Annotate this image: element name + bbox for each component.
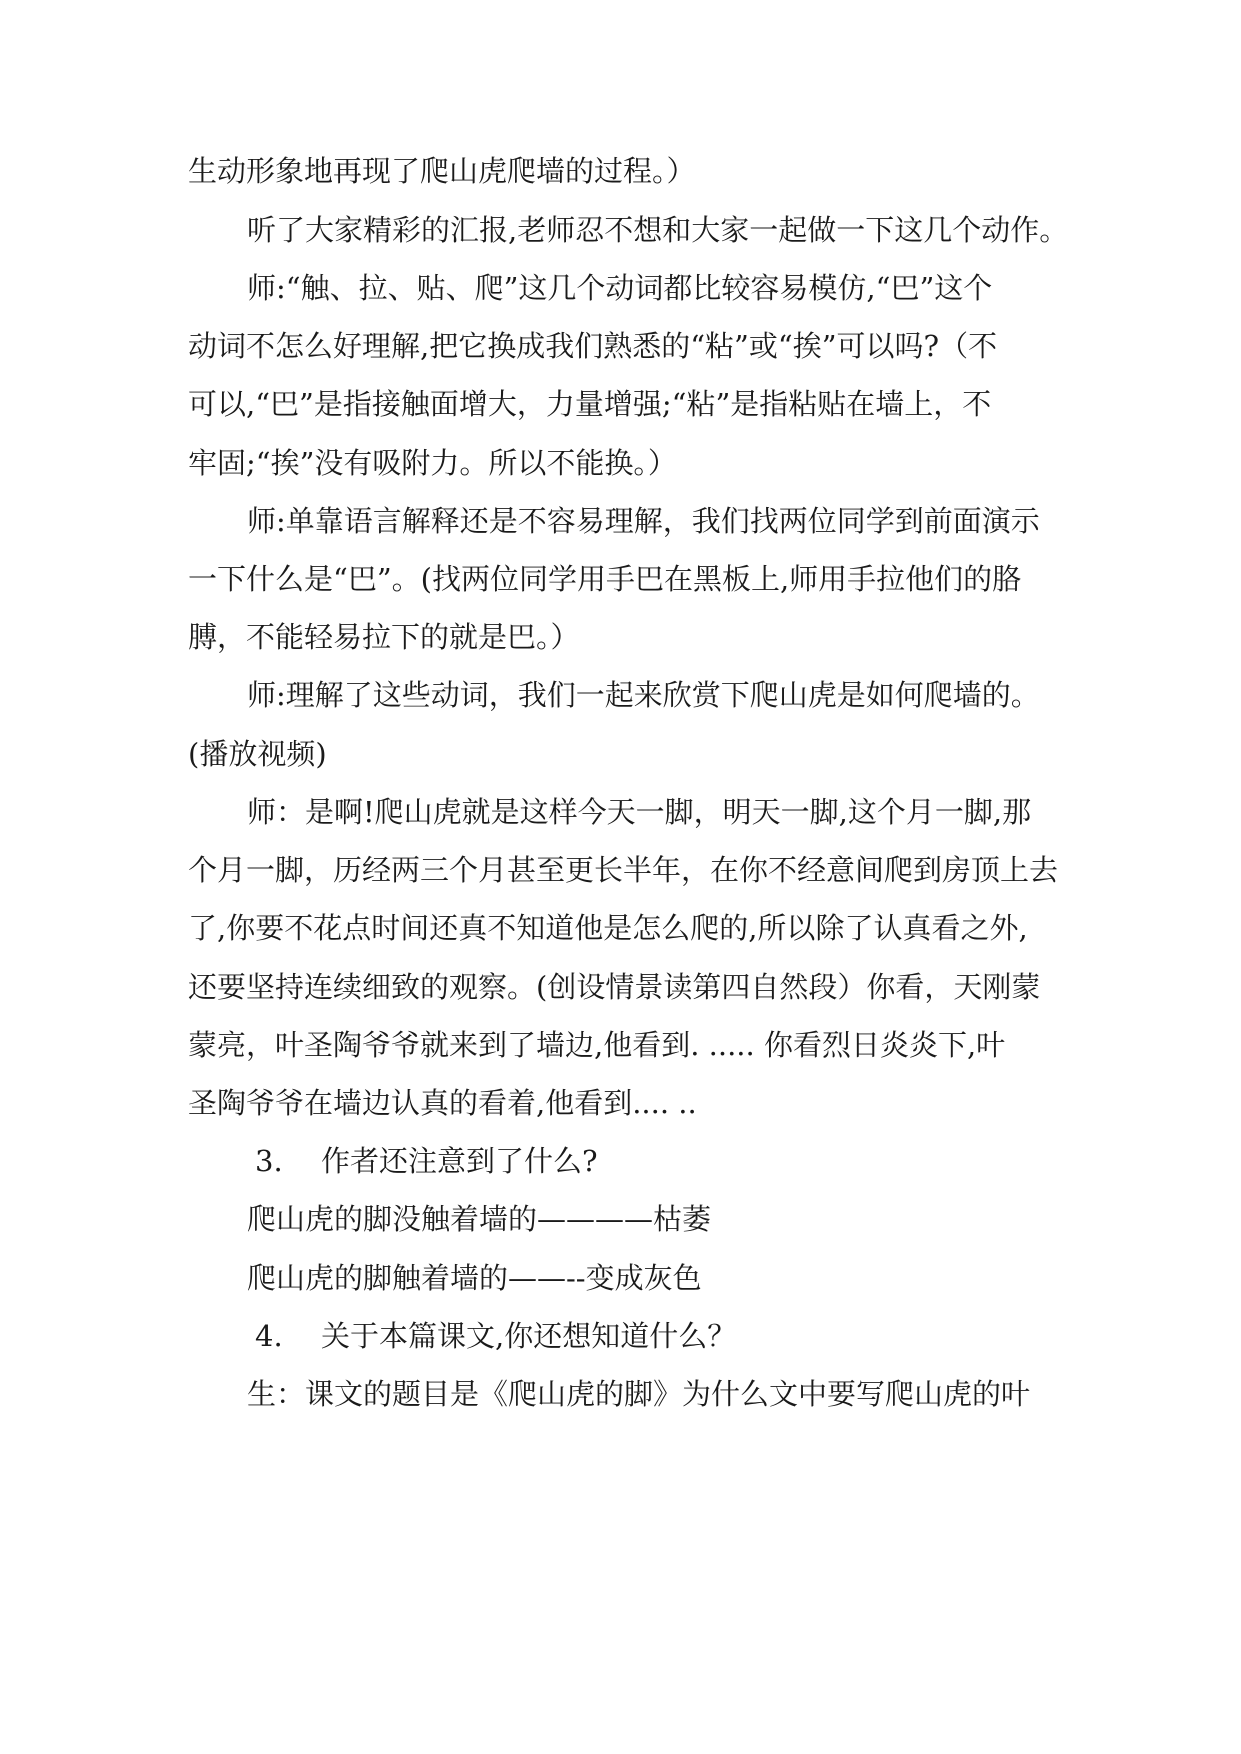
paragraph-line: 听了大家精彩的汇报,老师忍不想和大家一起做一下这几个动作。	[247, 213, 1069, 247]
text-line: 爬山虎的脚触着墙的——--变成灰色	[247, 1261, 702, 1295]
paragraph-line: 师：是啊!爬山虎就是这样今天一脚，明天一脚,这个月一脚,那	[247, 795, 1032, 829]
list-item	[255, 1141, 598, 1181]
text-line: 牢固;“挨”没有吸附力。所以不能换。）	[188, 446, 677, 480]
list-item-text: 作者还注意到了什么?	[321, 1144, 598, 1178]
text-line: 一下什么是“巴”。(找两位同学用手巴在黑板上,师用手拉他们的胳	[188, 562, 1022, 596]
text-line: 动词不怎么好理解,把它换成我们熟悉的“粘”或“挨”可以吗?（不	[188, 329, 998, 363]
list-item	[255, 1316, 736, 1356]
text-line: 了,你要不花点时间还真不知道他是怎么爬的,所以除了认真看之外,	[188, 911, 1028, 945]
text-line: 个月一脚，历经两三个月甚至更长半年，在你不经意间爬到房顶上去	[188, 853, 1059, 887]
text-line: 膊，不能轻易拉下的就是巴。）	[188, 620, 580, 654]
text-line: 还要坚持连续细致的观察。(创设情景读第四自然段）你看，天刚蒙	[188, 970, 1041, 1004]
text-line: (播放视频)	[188, 737, 327, 771]
paragraph-line: 生：课文的题目是《爬山虎的脚》为什么文中要写爬山虎的叶	[247, 1377, 1031, 1411]
text-line: 爬山虎的脚没触着墙的————枯萎	[247, 1202, 712, 1236]
list-item-number: 3.	[255, 1144, 283, 1178]
text-line: 可以,“巴”是指接触面增大，力量增强;“粘”是指粘贴在墙上，不	[188, 387, 992, 421]
text-line: 蒙亮，叶圣陶爷爷就来到了墙边,他看到. ..... 你看烈日炎炎下,叶	[188, 1028, 1006, 1062]
paragraph-line: 师:理解了这些动词，我们一起来欣赏下爬山虎是如何爬墙的。	[247, 678, 1040, 712]
paragraph-line: 师:“触、拉、贴、爬”这几个动词都比较容易模仿,“巴”这个	[247, 271, 993, 305]
list-item-number: 4.	[255, 1319, 283, 1353]
list-item-text: 关于本篇课文,你还想知道什么？	[321, 1319, 737, 1353]
paragraph-line: 师:单靠语言解释还是不容易理解，我们找两位同学到前面演示	[247, 504, 1040, 538]
text-line: 生动形象地再现了爬山虎爬墙的过程。）	[188, 154, 696, 188]
text-line: 圣陶爷爷在墙边认真的看着,他看到.... ..	[188, 1086, 697, 1120]
